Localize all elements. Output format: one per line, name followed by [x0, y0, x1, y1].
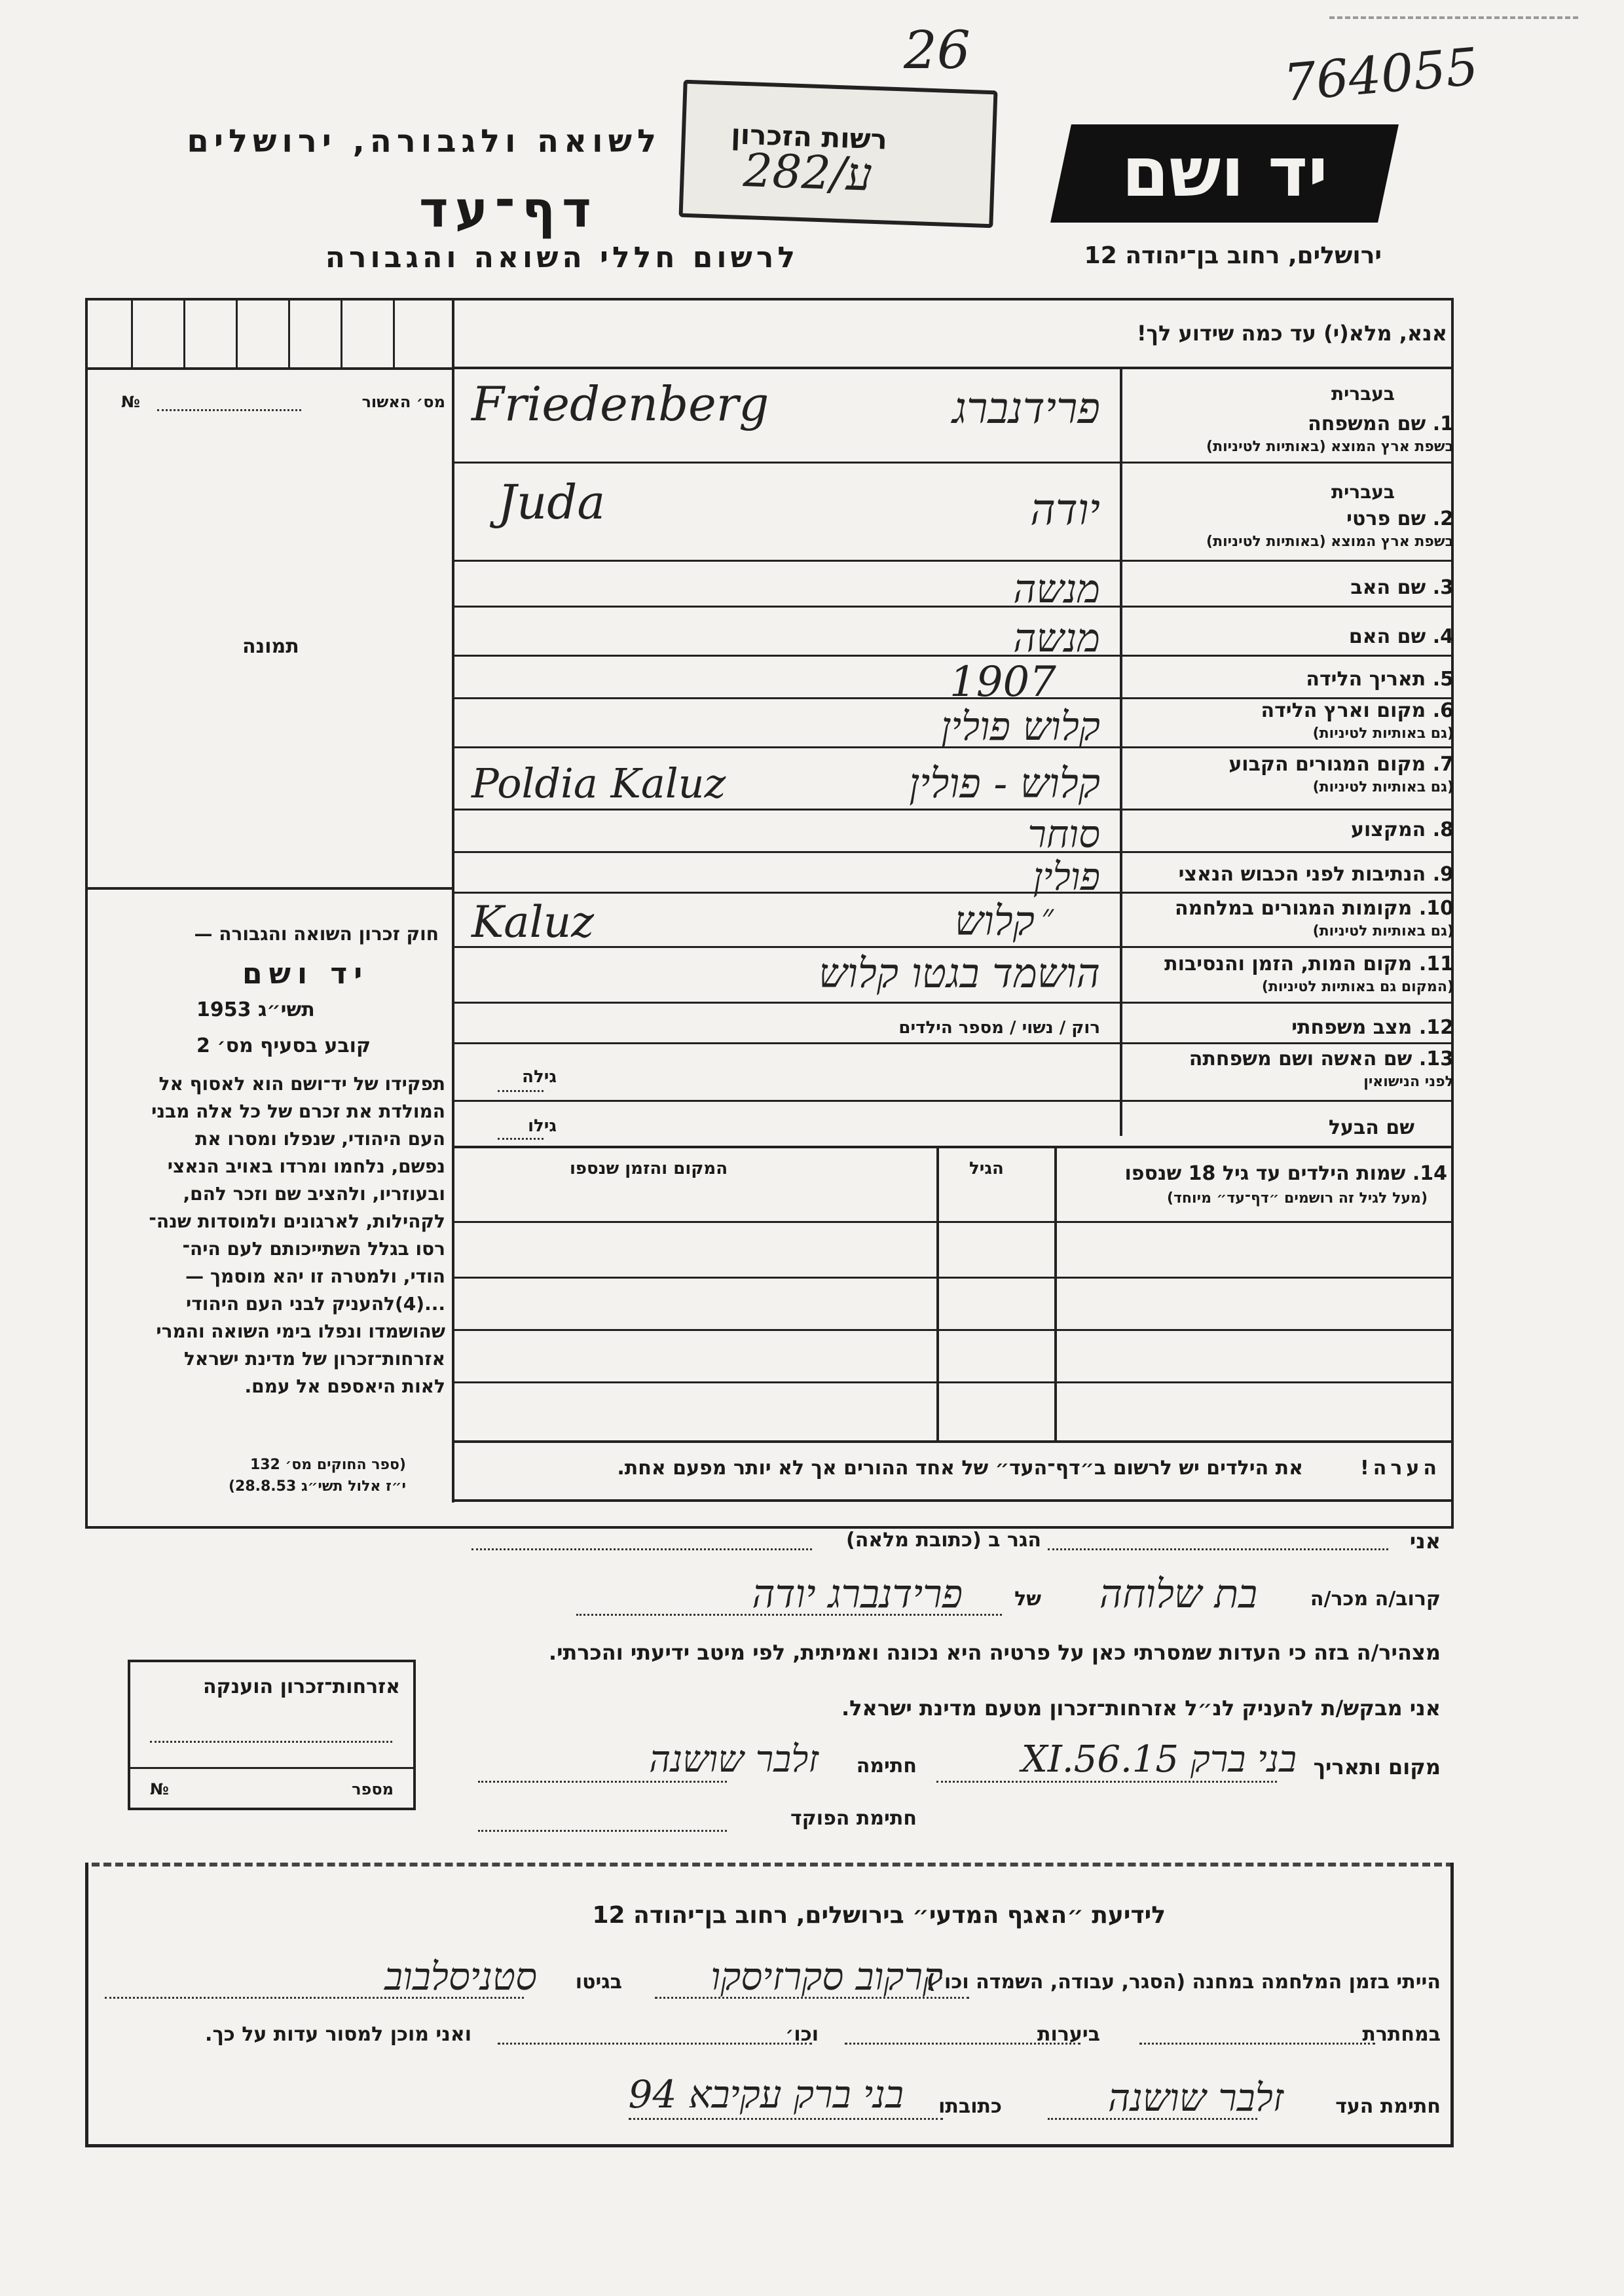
left-column-divider [452, 298, 454, 1503]
children-row-1 [452, 1221, 1454, 1223]
col-age: הגיל [969, 1159, 1004, 1178]
marital-options: רוק / נשוי / מספר הילדים [898, 1018, 1100, 1038]
footer-forests: ביערות [1037, 2023, 1100, 2046]
row-2-divider [452, 560, 1454, 562]
children-row-3 [452, 1329, 1454, 1331]
approval-no-label: № [121, 393, 140, 411]
field-6-note: (גם באותיות לטיניות) [1312, 725, 1454, 742]
decl-address-line [471, 1548, 812, 1550]
footer-bottom-border [85, 2144, 1454, 2147]
row-1-divider [452, 462, 1454, 464]
decl-relative-line [576, 1614, 1002, 1616]
mother-name: מנשה [1013, 615, 1100, 661]
row-4-divider [452, 655, 1454, 657]
birth-place: קלוש פולין [941, 704, 1100, 750]
footer-notice: לידיעת ״האגף המדעי״ בירושלים, רחוב בן־יהודה 12 [592, 1902, 1166, 1929]
ditto-mark: ״ [1041, 897, 1054, 935]
activity: פולין [1033, 854, 1100, 899]
footer-right-border [1450, 1863, 1454, 2147]
registry-stamp [678, 80, 997, 228]
instruction-divider [452, 367, 1454, 369]
form-subtitle: לרשום חללי השואה והגבורה [325, 241, 799, 274]
wartime-places-latin: Kaluz [471, 897, 595, 947]
reference-number: 764055 [1281, 37, 1481, 113]
citizenship-number-label: מספר [352, 1780, 394, 1798]
citizenship-box [128, 1660, 416, 1810]
place-date-line [936, 1781, 1277, 1783]
signature-place-date: בני ברק 15.XI.56 [1021, 1738, 1297, 1781]
law-title: חוק זכרון השואה והגבורה — [194, 923, 439, 945]
footer-was-in: הייתי בזמן המלחמה במחנה (הסגר, עבודה, השמדה וכו׳) [927, 1971, 1441, 1994]
father-name: מנשה [1013, 566, 1100, 612]
law-section: קובע בסעיף מס׳ 2 [196, 1034, 371, 1057]
row-13-divider [452, 1100, 1454, 1102]
children-table-bottom [452, 1440, 1454, 1443]
witness-address: בני ברק עקיבא 94 [628, 2072, 904, 2117]
witness-signature: זלבר שושנה [1108, 2075, 1283, 2120]
form-title: דף־עד [419, 180, 598, 238]
decl-request: אני מבקש/ת להעניק לנ״ל אזרחות־זכרון מטעם מדינת ישראל. [841, 1696, 1441, 1721]
approval-label: מס׳ האשור [361, 393, 445, 411]
husband-divider [452, 1146, 1454, 1148]
footer-left-border [85, 1863, 88, 2147]
hebrew-label-1: בעברית [1331, 383, 1395, 405]
footer-etc: וכו׳ [785, 2023, 819, 2046]
field-6-label: 6. מקום וארץ הלידה [1261, 699, 1454, 722]
footer-cut-line [92, 1863, 1454, 1867]
page-number: 26 [904, 20, 970, 81]
residence-latin: Poldia Kaluz [471, 759, 726, 807]
profession: סוחר [1027, 812, 1100, 856]
husband-age-label: גילו [528, 1116, 557, 1136]
field-4-label: 4. שם האם [1348, 625, 1454, 648]
field-9-label: 9. הנתיבות לפני הכבוש הנאצי [1178, 863, 1454, 886]
children-col-divider-1 [936, 1146, 939, 1440]
header-address: ירושלים, רחוב בן־יהודה 12 [1084, 242, 1382, 269]
field-1-note: בשפת ארץ המוצא (באותיות לטיניות) [1206, 439, 1454, 455]
decl-of: של [1014, 1588, 1041, 1611]
husband-age-line [498, 1138, 544, 1140]
field-8-label: 8. המקצוע [1350, 818, 1454, 841]
wartime-places-hebrew: קלוש [955, 897, 1035, 945]
photo-label: תמונה [242, 635, 299, 658]
form-instruction: אנא, מלא(י) עד כמה שידוע לך! [1136, 321, 1447, 346]
citizenship-divider [130, 1767, 413, 1769]
family-name-hebrew: פרידנברג [952, 383, 1100, 433]
ghetto-name: סטניסלבוב [384, 1954, 537, 1999]
footer-witness-sig: חתימת העד [1335, 2095, 1441, 2118]
footer-in-ghetto: בגיטו [575, 1971, 622, 1994]
field-10-note: (גם באותיות לטיניות) [1312, 923, 1454, 939]
code-boxes [85, 298, 452, 370]
law-logo: יד ושם [242, 957, 369, 991]
stamp-text: רשות הזכרון [730, 118, 888, 156]
field-7-label: 7. מקום המגורים הקבוע [1228, 753, 1454, 776]
stamp-code: 282/ע [742, 143, 874, 202]
husband-label: שם הבעל [1328, 1116, 1414, 1139]
decl-signature: חתימה [856, 1755, 917, 1777]
children-title: 14. שמות הילדים עד גיל 18 שנספו [1124, 1162, 1447, 1185]
label-column-divider [1120, 367, 1122, 1136]
field-11-note: (המקום גם באותיות לטיניות) [1261, 979, 1454, 995]
residence-hebrew: קלוש - פולין [909, 759, 1100, 807]
row-11-divider [452, 1002, 1454, 1004]
death-place: הושמד בגטו קלוש [819, 949, 1100, 997]
children-row-2 [452, 1277, 1454, 1279]
row-9-divider [452, 892, 1454, 894]
decl-declare: מצהיר/ה בזה כי העדות שמסרתי כאן על פרטיה היא נכונה ואמיתית, לפי מיטב ידיעתי והכרתי. [548, 1640, 1441, 1665]
field-10-label: 10. מקומות המגורים במלחמה [1175, 897, 1454, 920]
field-3-label: 3. שם האב [1350, 576, 1454, 599]
decl-officer-signature: חתימת הפוקד [790, 1807, 917, 1830]
col-place-time: המקום והזמן שנספו [570, 1159, 728, 1178]
row-7-divider [452, 809, 1454, 811]
camp-line [655, 1997, 969, 1999]
wife-age-line [498, 1090, 544, 1092]
witness-sig-line [1048, 2118, 1257, 2120]
decl-relative: קרוב/ה מכר/ה [1310, 1588, 1441, 1611]
underground-line [1139, 2043, 1375, 2045]
first-name-hebrew: יודה [1030, 484, 1100, 535]
field-12-label: 12. מצב משפחתי [1291, 1016, 1454, 1039]
relative-of: פרידנברג יודה [752, 1571, 963, 1617]
yad-vashem-logo: יד ושם [1050, 124, 1399, 223]
decl-ani: אני [1409, 1529, 1441, 1554]
forests-line [845, 2043, 1080, 2045]
approval-line [157, 409, 301, 411]
row-3-divider [452, 606, 1454, 608]
footer-ready: ואני מוכן למסור עדות על כך. [205, 2023, 471, 2046]
relation: בת שלוחה [1099, 1571, 1257, 1617]
footer-underground: במחתרת [1362, 2023, 1441, 2046]
children-note: (מעל לגיל זה רושמים ״דף־עד״ מיוחד) [1166, 1190, 1428, 1207]
field-1-label: 1. שם המשפחה [1308, 412, 1454, 435]
citizenship-number-no: № [150, 1780, 169, 1798]
footer-address: כתובתו [938, 2095, 1002, 2118]
field-13-label: 13. שם האשה ושם משפחתה [1189, 1048, 1454, 1070]
note-divider [452, 1499, 1454, 1502]
children-col-divider-2 [1054, 1146, 1057, 1440]
row-8-divider [452, 851, 1454, 853]
wife-age-label: גילה [522, 1067, 557, 1087]
field-2-note: בשפת ארץ המוצא (באותיות לטיניות) [1206, 534, 1454, 550]
law-source-2: י״ז אלול תשי״ג 28.8.53) [228, 1478, 406, 1495]
field-5-label: 5. תאריך הלידה [1306, 668, 1454, 691]
law-year: תשי״ג 1953 [196, 998, 315, 1021]
ghetto-line [105, 1997, 524, 1999]
signature-line [478, 1781, 727, 1783]
note-label: הערה! [1360, 1457, 1441, 1480]
signature: זלבר שושנה [649, 1738, 819, 1781]
decl-name-line [1048, 1548, 1388, 1550]
law-text: תפקידו של יד־ושם הוא לאסוף אל המולדת את זכרם של כל אלה מבני העם היהודי, שנפלו ומסרו את נפשם, נלחמו ומרדו באויב הנאצי ובעוזריו, ולהציב שם וזכר להם, לקהילות, לארגונים ולמוסדות שנה־ רסו בגלל השתייכותם לעם היה־ הודי, ולמטרה זו יהא מוסמך — ...(4)להעניק לבני העם היהודי שהושמדו ונפלו בימי השואה והמרי אזרחות־זכרון של מדינת ישראל לאות היאספם אל עמם. [149, 1073, 445, 1397]
birth-year: 1907 [950, 658, 1056, 706]
law-source-1: (ספר החוקים מס׳ 132 [249, 1457, 406, 1473]
decl-place-date: מקום ותאריך [1313, 1755, 1441, 1779]
field-7-note: (גם באותיות לטיניות) [1312, 779, 1454, 795]
decl-resides: הגר ב (כתובת מלאה) [845, 1529, 1041, 1552]
field-13-note: לפני הנישואין [1363, 1074, 1454, 1090]
camp-name: קרקוב סקרזיסקו [710, 1954, 943, 1999]
first-name-latin: Juda [498, 475, 606, 530]
row-10-divider [452, 946, 1454, 948]
field-2-label: 2. שם פרטי [1346, 507, 1454, 530]
row-12-divider [452, 1042, 1454, 1044]
citizenship-title: אזרחות־זכרון הוענקה [202, 1675, 400, 1698]
citizenship-line [150, 1741, 392, 1743]
family-name-latin: Friedenberg [471, 376, 769, 431]
witness-address-line [629, 2118, 943, 2120]
field-11-label: 11. מקום המות, הזמן והנסיבות [1164, 953, 1454, 975]
note-text: את הילדים יש לרשום ב״דף־העד״ של אחד ההורים אך לא יותר מפעם אחת. [617, 1457, 1303, 1480]
photo-divider [85, 887, 452, 890]
scan-marks [1329, 16, 1578, 19]
header-title-line: לשואה ולגבורה, ירושלים [187, 123, 661, 160]
hebrew-label-2: בעברית [1331, 481, 1395, 503]
etc-line [498, 2043, 812, 2045]
officer-signature-line [478, 1830, 727, 1832]
children-row-4 [452, 1381, 1454, 1383]
